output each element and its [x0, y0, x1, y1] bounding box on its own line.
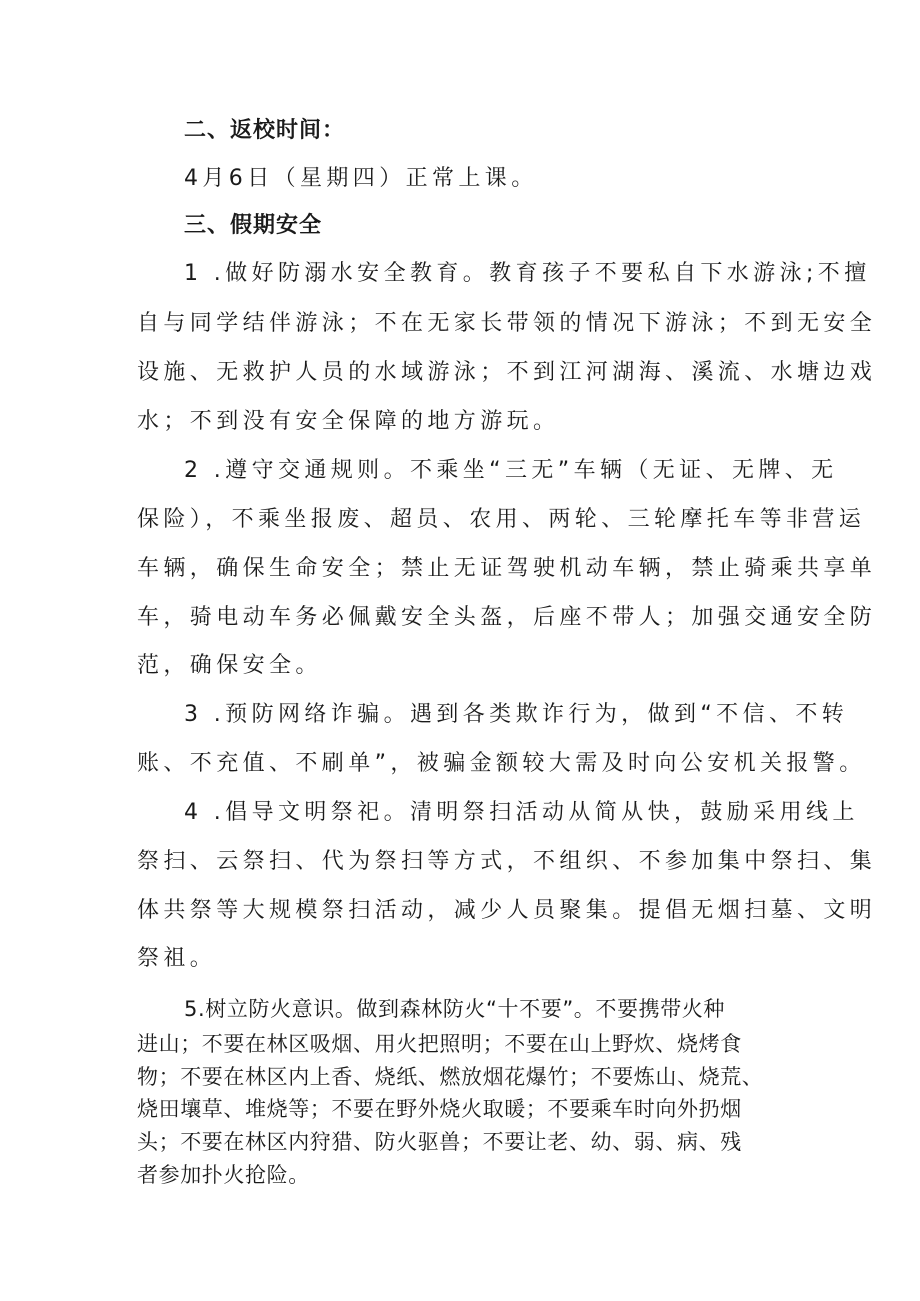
item2-line3: 车辆，确保生命安全；禁止无证驾驶机动车辆，禁止骑乘共享单 — [137, 556, 877, 581]
item5-line4: 烧田壤草、堆烧等；不要在野外烧火取暖；不要乘车时向外扔烟 — [137, 1097, 742, 1121]
item3-line1: 3 .预防网络诈骗。遇到各类欺诈行为，做到“不信、不转 — [184, 702, 849, 727]
item4-line4: 祭祖。 — [137, 946, 217, 971]
section-heading-return-time: 二、返校时间： — [184, 118, 346, 143]
item4-line2: 祭扫、云祭扫、代为祭扫等方式，不组织、不参加集中祭扫、集 — [137, 849, 877, 874]
item4-line1: 4 .倡导文明祭祀。清明祭扫活动从简从快，鼓励采用线上 — [184, 800, 859, 825]
item2-line2: 保险），不乘坐报废、超员、农用、两轮、三轮摩托车等非营运 — [137, 507, 866, 532]
item1-line1: 1 .做好防溺水安全教育。教育孩子不要私自下水游泳;不擅 — [184, 261, 871, 286]
item2-line4: 车，骑电动车务必佩戴安全头盔，后座不带人；加强交通安全防 — [137, 605, 877, 630]
item4-line3: 体共祭等大规模祭扫活动，减少人员聚集。提倡无烟扫墓、文明 — [137, 898, 877, 923]
section-heading-holiday-safety: 三、假期安全 — [184, 213, 323, 238]
item2-line5: 范，确保安全。 — [137, 653, 322, 678]
item5-line1: 5.树立防火意识。做到森林防火“十不要”。不要携带火种 — [184, 997, 725, 1021]
item1-line3: 设施、无救护人员的水域游泳；不到江河湖海、溪流、水塘边戏 — [137, 360, 877, 385]
item1-line4: 水；不到没有安全保障的地方游玩。 — [137, 409, 560, 434]
item5-line5: 头；不要在林区内狩猎、防火驱兽；不要让老、幼、弱、病、残 — [137, 1130, 742, 1154]
item1-line2: 自与同学结伴游泳；不在无家长带领的情况下游泳；不到无安全 — [137, 311, 877, 336]
item5-line3: 物；不要在林区内上香、烧纸、燃放烟花爆竹；不要炼山、烧荒、 — [137, 1065, 764, 1089]
item5-line6: 者参加扑火抢险。 — [137, 1163, 310, 1187]
item2-line1: 2 .遵守交通规则。不乘坐“三无”车辆（无证、无牌、无 — [184, 458, 838, 483]
item5-line2: 进山；不要在林区吸烟、用火把照明；不要在山上野炊、烧烤食 — [137, 1032, 742, 1056]
item3-line2: 账、不充值、不刷单”，被骗金额较大需及时向公安机关报警。 — [137, 751, 866, 776]
return-time-text: 4月6日（星期四）正常上课。 — [184, 166, 538, 191]
